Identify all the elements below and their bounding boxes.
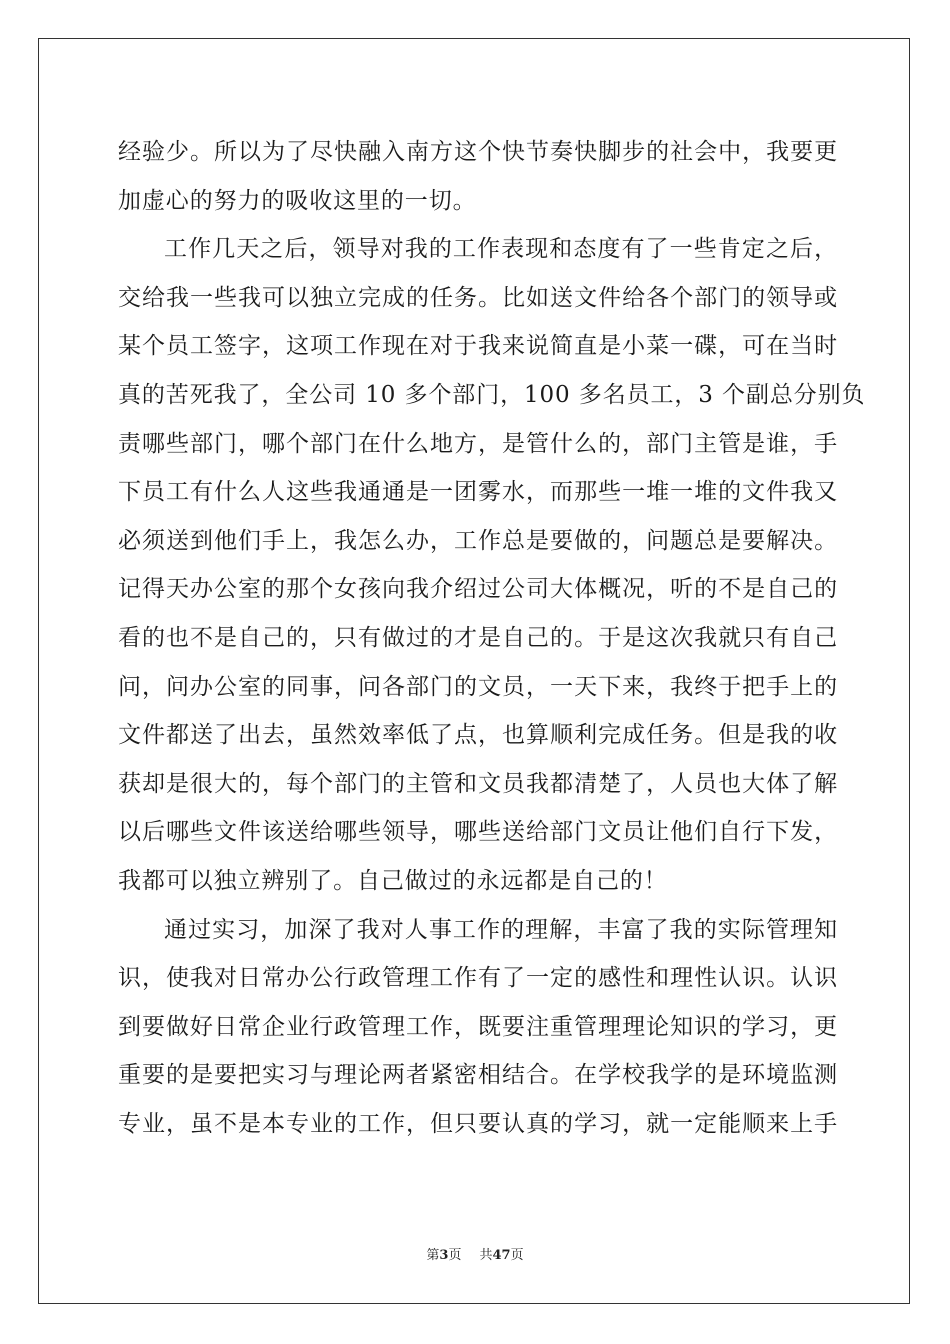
text-line: 问，问办公室的同事，问各部门的文员，一天下来，我终于把手上的: [118, 673, 838, 700]
text-line: 通过实习，加深了我对人事工作的理解，丰富了我的实际管理知: [164, 916, 838, 943]
text-line: 某个员工签字，这项工作现在对于我来说简直是小菜一碟，可在当时: [118, 333, 838, 360]
text-line: 以后哪些文件该送给哪些领导，哪些送给部门文员让他们自行下发，: [118, 819, 838, 846]
text-line: 经验少。所以为了尽快融入南方这个快节奏快脚步的社会中，我要更: [118, 139, 838, 165]
text-line: 重要的是要把实习与理论两者紧密相结合。在学校我学的是环境监测: [118, 1062, 838, 1089]
total-pages: 47: [492, 1248, 511, 1263]
page-prefix: 第: [426, 1248, 440, 1263]
page-suffix: 页: [448, 1248, 462, 1263]
document-body: [118, 128, 866, 1148]
text-line: 获却是很大的，每个部门的主管和文员我都清楚了，人员也大体了解: [118, 770, 838, 797]
page-number: 3: [439, 1248, 449, 1263]
text-line: 下员工有什么人这些我通通是一团雾水，而那些一堆一堆的文件我又: [118, 479, 838, 506]
page-footer: [0, 1244, 950, 1263]
text-line: 文件都送了出去，虽然效率低了点，也算顺利完成任务。但是我的收: [118, 722, 838, 749]
text-line: 到要做好日常企业行政管理工作，既要注重管理理论知识的学习，更: [118, 1013, 838, 1040]
text-line: 识，使我对日常办公行政管理工作有了一定的感性和理性认识。认识: [118, 965, 838, 992]
total-suffix: 页: [510, 1248, 524, 1263]
text-line: 专业，虽不是本专业的工作，但只要认真的学习，就一定能顺来上手: [118, 1110, 838, 1137]
text-line: 记得天办公室的那个女孩向我介绍过公司大体概况，听的不是自己的: [118, 576, 838, 603]
text-line: 看的也不是自己的，只有做过的才是自己的。于是这次我就只有自己: [118, 624, 838, 651]
total-prefix: 共: [479, 1248, 493, 1263]
text-line: 责哪些部门，哪个部门在什么地方，是管什么的，部门主管是谁，手: [118, 430, 838, 457]
text-line: 交给我一些我可以独立完成的任务。比如送文件给各个部门的领导或: [118, 284, 838, 311]
text-line: 加虚心的努力的吸收这里的一切。: [118, 187, 477, 214]
text-line: 真的苦死我了，全公司 10 多个部门，100 多名员工，3 个副总分别负: [118, 381, 866, 408]
text-line: 工作几天之后，领导对我的工作表现和态度有了一些肯定之后，: [164, 236, 838, 263]
text-line: 必须送到他们手上，我怎么办，工作总是要做的，问题总是要解决。: [118, 527, 838, 554]
text-line: 我都可以独立辨别了。自己做过的永远都是自己的！: [118, 867, 668, 894]
